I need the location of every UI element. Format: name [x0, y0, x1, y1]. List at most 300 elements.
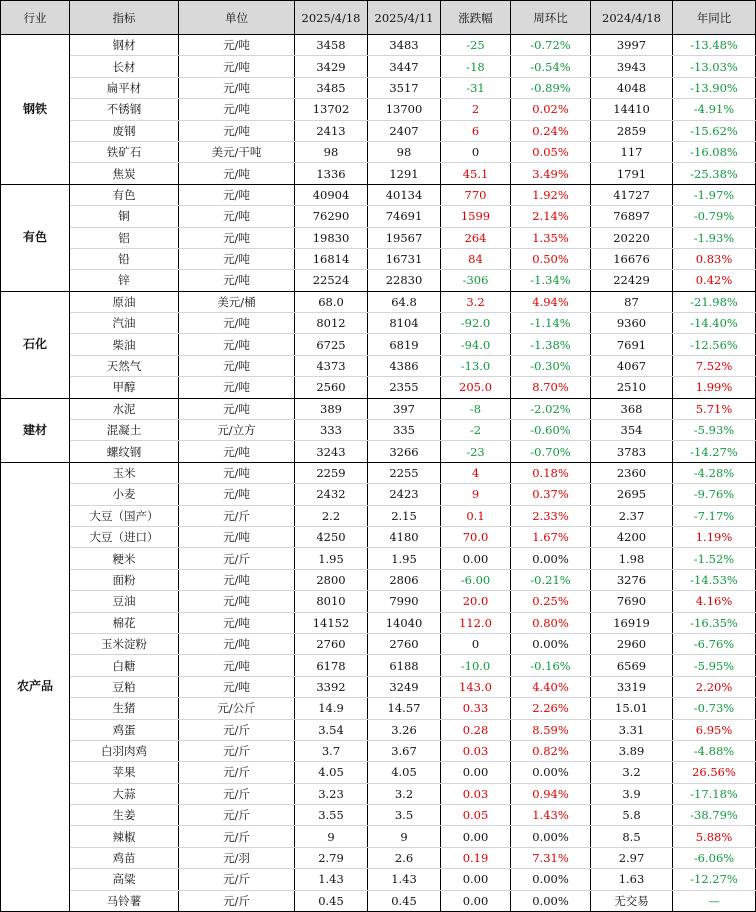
change-cell: 770: [441, 184, 511, 205]
price-prev-year-cell: 76897: [591, 206, 673, 227]
wow-cell: 0.00%: [511, 890, 591, 911]
change-cell: 0: [441, 141, 511, 162]
table-row: [1, 56, 756, 77]
yoy-cell: -5.93%: [673, 420, 756, 441]
indicator-cell: 铁矿石: [70, 141, 179, 162]
wow-cell: 0.24%: [511, 120, 591, 141]
table-row: [1, 441, 756, 462]
indicator-cell: 螺纹钢: [70, 441, 179, 462]
table-row: [1, 805, 756, 826]
unit-cell: 元/吨: [179, 227, 295, 248]
industry-cell: 钢铁: [1, 35, 70, 185]
unit-cell: 元/吨: [179, 633, 295, 654]
table-row: [1, 591, 756, 612]
price-prev-year-cell: 3276: [591, 569, 673, 590]
indicator-cell: 废钢: [70, 120, 179, 141]
yoy-cell: -13.48%: [673, 35, 756, 56]
table-row: [1, 548, 756, 569]
price-current-cell: 2.79: [295, 847, 368, 868]
price-prev-week-cell: 2.6: [368, 847, 441, 868]
price-current-cell: 13702: [295, 99, 368, 120]
unit-cell: 元/吨: [179, 655, 295, 676]
wow-cell: 0.50%: [511, 248, 591, 269]
table-row: [1, 184, 756, 205]
price-prev-week-cell: 74691: [368, 206, 441, 227]
change-cell: 20.0: [441, 591, 511, 612]
indicator-cell: 原油: [70, 291, 179, 312]
price-prev-week-cell: 98: [368, 141, 441, 162]
indicator-cell: 棉花: [70, 612, 179, 633]
unit-cell: 元/吨: [179, 334, 295, 355]
price-current-cell: 3243: [295, 441, 368, 462]
yoy-cell: 5.71%: [673, 398, 756, 419]
unit-cell: 美元/干吨: [179, 141, 295, 162]
change-cell: 3.2: [441, 291, 511, 312]
unit-cell: 元/吨: [179, 484, 295, 505]
price-prev-week-cell: 40134: [368, 184, 441, 205]
price-prev-week-cell: 2806: [368, 569, 441, 590]
unit-cell: 元/斤: [179, 548, 295, 569]
indicator-cell: 铅: [70, 248, 179, 269]
change-cell: 6: [441, 120, 511, 141]
wow-cell: 0.80%: [511, 612, 591, 633]
change-cell: -2: [441, 420, 511, 441]
wow-cell: 0.94%: [511, 783, 591, 804]
wow-cell: 4.94%: [511, 291, 591, 312]
change-cell: 0.00: [441, 890, 511, 911]
unit-cell: 元/吨: [179, 270, 295, 291]
yoy-cell: 5.88%: [673, 826, 756, 847]
change-cell: -10.0: [441, 655, 511, 676]
unit-cell: 元/斤: [179, 826, 295, 847]
indicator-cell: 铝: [70, 227, 179, 248]
unit-cell: 元/吨: [179, 35, 295, 56]
yoy-cell: -13.03%: [673, 56, 756, 77]
table-row: [1, 484, 756, 505]
wow-cell: 2.14%: [511, 206, 591, 227]
table-header: [1, 1, 756, 35]
table-row: [1, 313, 756, 334]
price-prev-week-cell: 3.2: [368, 783, 441, 804]
wow-cell: 1.35%: [511, 227, 591, 248]
change-cell: 0.00: [441, 826, 511, 847]
change-cell: 112.0: [441, 612, 511, 633]
unit-cell: 元/斤: [179, 719, 295, 740]
price-prev-week-cell: 335: [368, 420, 441, 441]
price-prev-week-cell: 3.26: [368, 719, 441, 740]
price-prev-year-cell: 41727: [591, 184, 673, 205]
price-prev-year-cell: 7690: [591, 591, 673, 612]
unit-cell: 元/吨: [179, 313, 295, 334]
price-prev-week-cell: 1.43: [368, 869, 441, 890]
table-row: [1, 355, 756, 376]
change-cell: 84: [441, 248, 511, 269]
price-current-cell: 14.9: [295, 698, 368, 719]
yoy-cell: -17.18%: [673, 783, 756, 804]
unit-cell: 元/斤: [179, 762, 295, 783]
price-current-cell: 22524: [295, 270, 368, 291]
price-prev-year-cell: 3943: [591, 56, 673, 77]
wow-cell: -0.70%: [511, 441, 591, 462]
wow-cell: 2.33%: [511, 505, 591, 526]
price-prev-week-cell: 14.57: [368, 698, 441, 719]
price-current-cell: 389: [295, 398, 368, 419]
wow-cell: 0.00%: [511, 869, 591, 890]
table-row: [1, 227, 756, 248]
table-row: [1, 719, 756, 740]
yoy-cell: -14.53%: [673, 569, 756, 590]
indicator-cell: 高粱: [70, 869, 179, 890]
indicator-cell: 鸡蛋: [70, 719, 179, 740]
price-prev-week-cell: 3.5: [368, 805, 441, 826]
header-change: 涨跌幅: [441, 1, 511, 35]
change-cell: 1599: [441, 206, 511, 227]
indicator-cell: 甲醇: [70, 377, 179, 398]
table-row: [1, 655, 756, 676]
header-indicator: 指标: [70, 1, 179, 35]
indicator-cell: 大豆（进口）: [70, 526, 179, 547]
price-prev-week-cell: 1.95: [368, 548, 441, 569]
price-current-cell: 8010: [295, 591, 368, 612]
indicator-cell: 辣椒: [70, 826, 179, 847]
indicator-cell: 马铃薯: [70, 890, 179, 911]
change-cell: 0.05: [441, 805, 511, 826]
yoy-cell: -16.08%: [673, 141, 756, 162]
change-cell: -92.0: [441, 313, 511, 334]
price-current-cell: 8012: [295, 313, 368, 334]
unit-cell: 元/吨: [179, 398, 295, 419]
table-row: [1, 847, 756, 868]
change-cell: 9: [441, 484, 511, 505]
header-date-prev-year: 2024/4/18: [591, 1, 673, 35]
unit-cell: 元/吨: [179, 163, 295, 184]
yoy-cell: -14.40%: [673, 313, 756, 334]
unit-cell: 元/斤: [179, 783, 295, 804]
change-cell: -18: [441, 56, 511, 77]
change-cell: 0.00: [441, 762, 511, 783]
price-prev-week-cell: 22830: [368, 270, 441, 291]
price-prev-week-cell: 7990: [368, 591, 441, 612]
price-current-cell: 98: [295, 141, 368, 162]
yoy-cell: 7.52%: [673, 355, 756, 376]
price-current-cell: 6178: [295, 655, 368, 676]
header-yoy: 年同比: [673, 1, 756, 35]
yoy-cell: —: [673, 890, 756, 911]
yoy-cell: -4.88%: [673, 740, 756, 761]
wow-cell: 0.25%: [511, 591, 591, 612]
price-prev-year-cell: 3319: [591, 676, 673, 697]
yoy-cell: -5.95%: [673, 655, 756, 676]
price-prev-week-cell: 9: [368, 826, 441, 847]
indicator-cell: 汽油: [70, 313, 179, 334]
price-current-cell: 40904: [295, 184, 368, 205]
price-prev-year-cell: 2.37: [591, 505, 673, 526]
yoy-cell: 6.95%: [673, 719, 756, 740]
unit-cell: 元/吨: [179, 206, 295, 227]
table-row: [1, 505, 756, 526]
unit-cell: 元/吨: [179, 462, 295, 483]
header-wow: 周环比: [511, 1, 591, 35]
table-row: [1, 869, 756, 890]
indicator-cell: 小麦: [70, 484, 179, 505]
indicator-cell: 大豆（国产）: [70, 505, 179, 526]
price-prev-year-cell: 1.98: [591, 548, 673, 569]
wow-cell: 0.82%: [511, 740, 591, 761]
indicator-cell: 玉米淀粉: [70, 633, 179, 654]
table-row: [1, 291, 756, 312]
price-prev-week-cell: 3517: [368, 77, 441, 98]
change-cell: -23: [441, 441, 511, 462]
yoy-cell: -4.91%: [673, 99, 756, 120]
price-current-cell: 19830: [295, 227, 368, 248]
unit-cell: 元/吨: [179, 441, 295, 462]
price-prev-year-cell: 2510: [591, 377, 673, 398]
price-prev-week-cell: 3483: [368, 35, 441, 56]
wow-cell: -0.60%: [511, 420, 591, 441]
indicator-cell: 豆油: [70, 591, 179, 612]
unit-cell: 元/吨: [179, 248, 295, 269]
price-prev-year-cell: 14410: [591, 99, 673, 120]
price-prev-week-cell: 2.15: [368, 505, 441, 526]
table-row: [1, 462, 756, 483]
indicator-cell: 豆粕: [70, 676, 179, 697]
price-prev-week-cell: 2255: [368, 462, 441, 483]
unit-cell: 元/立方: [179, 420, 295, 441]
price-prev-week-cell: 13700: [368, 99, 441, 120]
wow-cell: 8.59%: [511, 719, 591, 740]
wow-cell: -0.54%: [511, 56, 591, 77]
change-cell: 0: [441, 633, 511, 654]
unit-cell: 元/吨: [179, 569, 295, 590]
price-prev-week-cell: 3.67: [368, 740, 441, 761]
industry-cell: 建材: [1, 398, 70, 462]
table-row: [1, 99, 756, 120]
wow-cell: -1.34%: [511, 270, 591, 291]
indicator-cell: 长材: [70, 56, 179, 77]
indicator-cell: 有色: [70, 184, 179, 205]
table-row: [1, 35, 756, 56]
table-row: [1, 633, 756, 654]
unit-cell: 元/吨: [179, 591, 295, 612]
price-prev-week-cell: 397: [368, 398, 441, 419]
change-cell: 143.0: [441, 676, 511, 697]
wow-cell: -1.14%: [511, 313, 591, 334]
change-cell: 0.33: [441, 698, 511, 719]
price-prev-week-cell: 3249: [368, 676, 441, 697]
price-current-cell: 4373: [295, 355, 368, 376]
price-prev-year-cell: 16676: [591, 248, 673, 269]
price-current-cell: 3485: [295, 77, 368, 98]
yoy-cell: -12.56%: [673, 334, 756, 355]
price-current-cell: 76290: [295, 206, 368, 227]
indicator-cell: 混凝土: [70, 420, 179, 441]
table-row: [1, 762, 756, 783]
unit-cell: 元/斤: [179, 505, 295, 526]
indicator-cell: 苹果: [70, 762, 179, 783]
table-row: [1, 698, 756, 719]
price-prev-year-cell: 3.89: [591, 740, 673, 761]
price-prev-year-cell: 2859: [591, 120, 673, 141]
price-prev-year-cell: 4067: [591, 355, 673, 376]
price-current-cell: 2760: [295, 633, 368, 654]
change-cell: -6.00: [441, 569, 511, 590]
indicator-cell: 玉米: [70, 462, 179, 483]
change-cell: -25: [441, 35, 511, 56]
price-current-cell: 3458: [295, 35, 368, 56]
yoy-cell: -6.76%: [673, 633, 756, 654]
wow-cell: 7.31%: [511, 847, 591, 868]
yoy-cell: 2.20%: [673, 676, 756, 697]
table-row: [1, 334, 756, 355]
wow-cell: 1.92%: [511, 184, 591, 205]
change-cell: 0.03: [441, 783, 511, 804]
price-prev-week-cell: 8104: [368, 313, 441, 334]
price-current-cell: 4250: [295, 526, 368, 547]
yoy-cell: -6.06%: [673, 847, 756, 868]
industry-cell: 农产品: [1, 462, 70, 911]
unit-cell: 元/斤: [179, 869, 295, 890]
price-prev-year-cell: 2960: [591, 633, 673, 654]
price-prev-week-cell: 2423: [368, 484, 441, 505]
price-prev-year-cell: 2695: [591, 484, 673, 505]
wow-cell: -0.72%: [511, 35, 591, 56]
indicator-cell: 锌: [70, 270, 179, 291]
wow-cell: -1.38%: [511, 334, 591, 355]
table-body: [1, 35, 756, 912]
change-cell: 0.03: [441, 740, 511, 761]
price-prev-week-cell: 14040: [368, 612, 441, 633]
yoy-cell: -15.62%: [673, 120, 756, 141]
wow-cell: 0.00%: [511, 548, 591, 569]
price-current-cell: 3.54: [295, 719, 368, 740]
wow-cell: 4.40%: [511, 676, 591, 697]
price-prev-year-cell: 15.01: [591, 698, 673, 719]
price-prev-year-cell: 4048: [591, 77, 673, 98]
unit-cell: 元/吨: [179, 676, 295, 697]
price-prev-year-cell: 4200: [591, 526, 673, 547]
unit-cell: 元/吨: [179, 526, 295, 547]
price-current-cell: 1336: [295, 163, 368, 184]
yoy-cell: -21.98%: [673, 291, 756, 312]
price-prev-year-cell: 20220: [591, 227, 673, 248]
price-prev-year-cell: 87: [591, 291, 673, 312]
yoy-cell: -14.27%: [673, 441, 756, 462]
price-current-cell: 2560: [295, 377, 368, 398]
table-row: [1, 377, 756, 398]
price-current-cell: 3429: [295, 56, 368, 77]
wow-cell: 0.37%: [511, 484, 591, 505]
price-current-cell: 4.05: [295, 762, 368, 783]
price-prev-week-cell: 2355: [368, 377, 441, 398]
price-prev-year-cell: 1791: [591, 163, 673, 184]
table-row: [1, 77, 756, 98]
wow-cell: -0.89%: [511, 77, 591, 98]
price-prev-week-cell: 0.45: [368, 890, 441, 911]
price-current-cell: 68.0: [295, 291, 368, 312]
wow-cell: 2.26%: [511, 698, 591, 719]
unit-cell: 元/公斤: [179, 698, 295, 719]
wow-cell: 0.05%: [511, 141, 591, 162]
price-prev-year-cell: 8.5: [591, 826, 673, 847]
table-row: [1, 141, 756, 162]
table-row: [1, 120, 756, 141]
unit-cell: 元/吨: [179, 120, 295, 141]
unit-cell: 元/吨: [179, 612, 295, 633]
change-cell: 0.19: [441, 847, 511, 868]
price-prev-year-cell: 3.9: [591, 783, 673, 804]
price-prev-year-cell: 368: [591, 398, 673, 419]
wow-cell: 0.00%: [511, 826, 591, 847]
indicator-cell: 生姜: [70, 805, 179, 826]
yoy-cell: 0.83%: [673, 248, 756, 269]
unit-cell: 元/斤: [179, 740, 295, 761]
unit-cell: 元/吨: [179, 377, 295, 398]
price-prev-year-cell: 2.97: [591, 847, 673, 868]
yoy-cell: -13.90%: [673, 77, 756, 98]
indicator-cell: 钢材: [70, 35, 179, 56]
unit-cell: 元/吨: [179, 56, 295, 77]
price-prev-year-cell: 3.2: [591, 762, 673, 783]
yoy-cell: -9.76%: [673, 484, 756, 505]
unit-cell: 元/吨: [179, 77, 295, 98]
indicator-cell: 铜: [70, 206, 179, 227]
table-row: [1, 526, 756, 547]
table-row: [1, 163, 756, 184]
unit-cell: 元/吨: [179, 355, 295, 376]
price-prev-week-cell: 4.05: [368, 762, 441, 783]
indicator-cell: 生猪: [70, 698, 179, 719]
price-current-cell: 2800: [295, 569, 368, 590]
price-current-cell: 14152: [295, 612, 368, 633]
yoy-cell: 0.42%: [673, 270, 756, 291]
price-prev-year-cell: 2360: [591, 462, 673, 483]
industry-cell: 石化: [1, 291, 70, 398]
yoy-cell: 1.19%: [673, 526, 756, 547]
change-cell: 205.0: [441, 377, 511, 398]
change-cell: -306: [441, 270, 511, 291]
table-row: [1, 420, 756, 441]
price-prev-year-cell: 16919: [591, 612, 673, 633]
indicator-cell: 扁平材: [70, 77, 179, 98]
yoy-cell: 4.16%: [673, 591, 756, 612]
indicator-cell: 白糖: [70, 655, 179, 676]
wow-cell: 0.02%: [511, 99, 591, 120]
wow-cell: 0.00%: [511, 633, 591, 654]
wow-cell: 1.67%: [511, 526, 591, 547]
price-current-cell: 2259: [295, 462, 368, 483]
price-prev-week-cell: 2407: [368, 120, 441, 141]
header-industry: 行业: [1, 1, 70, 35]
price-current-cell: 3.23: [295, 783, 368, 804]
price-prev-year-cell: 22429: [591, 270, 673, 291]
price-prev-year-cell: 3783: [591, 441, 673, 462]
yoy-cell: -38.79%: [673, 805, 756, 826]
wow-cell: 3.49%: [511, 163, 591, 184]
price-current-cell: 0.45: [295, 890, 368, 911]
price-prev-week-cell: 3447: [368, 56, 441, 77]
unit-cell: 元/羽: [179, 847, 295, 868]
indicator-cell: 焦炭: [70, 163, 179, 184]
indicator-cell: 粳米: [70, 548, 179, 569]
yoy-cell: -12.27%: [673, 869, 756, 890]
wow-cell: 0.18%: [511, 462, 591, 483]
indicator-cell: 白羽肉鸡: [70, 740, 179, 761]
table-row: [1, 740, 756, 761]
change-cell: 4: [441, 462, 511, 483]
unit-cell: 元/斤: [179, 890, 295, 911]
unit-cell: 美元/桶: [179, 291, 295, 312]
table-row: [1, 398, 756, 419]
